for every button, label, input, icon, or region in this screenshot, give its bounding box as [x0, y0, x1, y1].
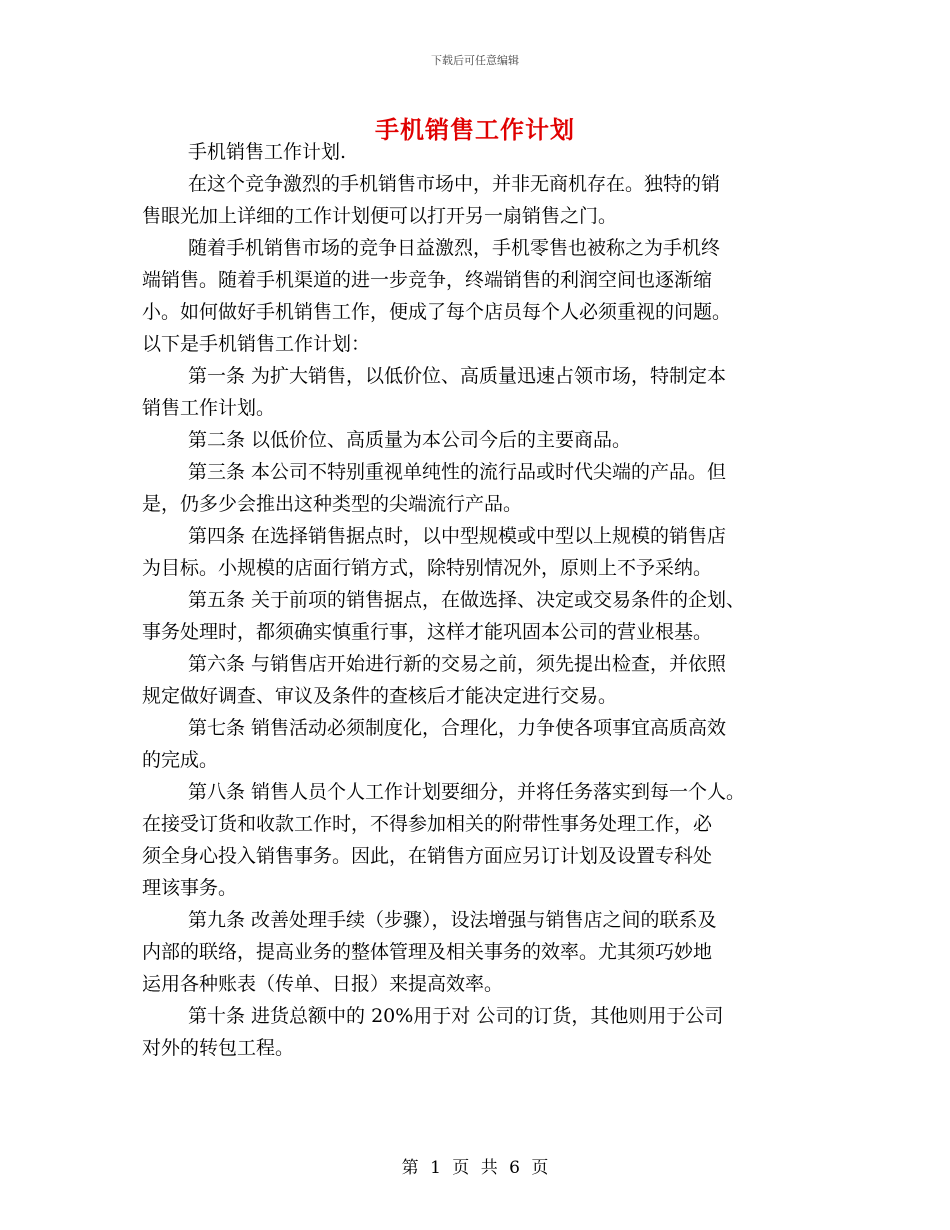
- paragraph-line: 第二条 以低价位、高质量为本公司今后的主要商品。: [188, 429, 632, 451]
- paragraph-line: 第一条 为扩大销售，以低价位、高质量迅速占领市场，特制定本: [188, 365, 727, 387]
- paragraph-line: 在接受订货和收款工作时，不得参加相关的附带性事务处理工作，必: [142, 813, 713, 835]
- paragraph-line: 售眼光加上详细的工作计划便可以打开另一扇销售之门。: [142, 205, 618, 227]
- paragraph-line: 第七条 销售活动必须制度化，合理化，力争使各项事宜高质高效: [188, 717, 727, 739]
- paragraph-line: 在这个竞争激烈的手机销售市场中，并非无商机存在。独特的销: [188, 173, 721, 195]
- paragraph-line: 以下是手机销售工作计划：: [142, 333, 371, 355]
- paragraph-line: 理该事务。: [142, 877, 238, 899]
- header-note: 下载后可任意编辑: [431, 54, 519, 67]
- document-body: [142, 136, 822, 1064]
- paragraph-line: 规定做好调查、审议及条件的查核后才能决定进行交易。: [142, 685, 618, 707]
- paragraph-line: 销售工作计划。: [142, 397, 276, 419]
- paragraph-line: 第三条 本公司不特别重视单纯性的流行品或时代尖端的产品。但: [188, 461, 727, 483]
- paragraph-line: 小。如何做好手机销售工作，便成了每个店员每个人必须重视的问题。: [142, 301, 732, 323]
- paragraph-line: 第五条 关于前项的销售据点，在做选择、决定或交易条件的企划、: [188, 589, 746, 611]
- paragraph-line: 第四条 在选择销售据点时，以中型规模或中型以上规模的销售店: [188, 525, 727, 547]
- paragraph-line: 第十条 进货总额中的 20%用于对 公司的订货，其他则用于公司: [188, 1005, 724, 1027]
- page-footer: 第 1 页 共 6 页: [401, 1158, 549, 1178]
- paragraph-line: 的完成。: [142, 749, 219, 771]
- paragraph-line: 随着手机销售市场的竞争日益激烈，手机零售也被称之为手机终: [188, 237, 721, 259]
- paragraph-line: 事务处理时，都须确实慎重行事，这样才能巩固本公司的营业根基。: [142, 621, 713, 643]
- paragraph-line: 第八条 销售人员个人工作计划要细分，并将任务落实到每一个人。: [188, 781, 746, 803]
- paragraph-line: 手机销售工作计划.: [188, 141, 347, 163]
- paragraph-line: 第六条 与销售店开始进行新的交易之前，须先提出检查，并依照: [188, 653, 727, 675]
- paragraph-line: 须全身心投入销售事务。因此，在销售方面应另订计划及设置专科处: [142, 845, 713, 867]
- paragraph-line: 运用各种账表（传单、日报）来提高效率。: [142, 973, 504, 995]
- paragraph-line: 第九条 改善处理手续（步骤），设法增强与销售店之间的联系及: [188, 909, 717, 931]
- paragraph-line: 内部的联络，提高业务的整体管理及相关事务的效率。尤其须巧妙地: [142, 941, 713, 963]
- paragraph-line: 端销售。随着手机渠道的进一步竞争，终端销售的利润空间也逐渐缩: [142, 269, 713, 291]
- paragraph-line: 对外的转包工程。: [142, 1037, 295, 1059]
- paragraph-line: 为目标。小规模的店面行销方式，除特别情况外，原则上不予采纳。: [142, 557, 713, 579]
- document-title: 手机销售工作计划: [375, 116, 575, 144]
- paragraph-line: 是，仍多少会推出这种类型的尖端流行产品。: [142, 493, 523, 515]
